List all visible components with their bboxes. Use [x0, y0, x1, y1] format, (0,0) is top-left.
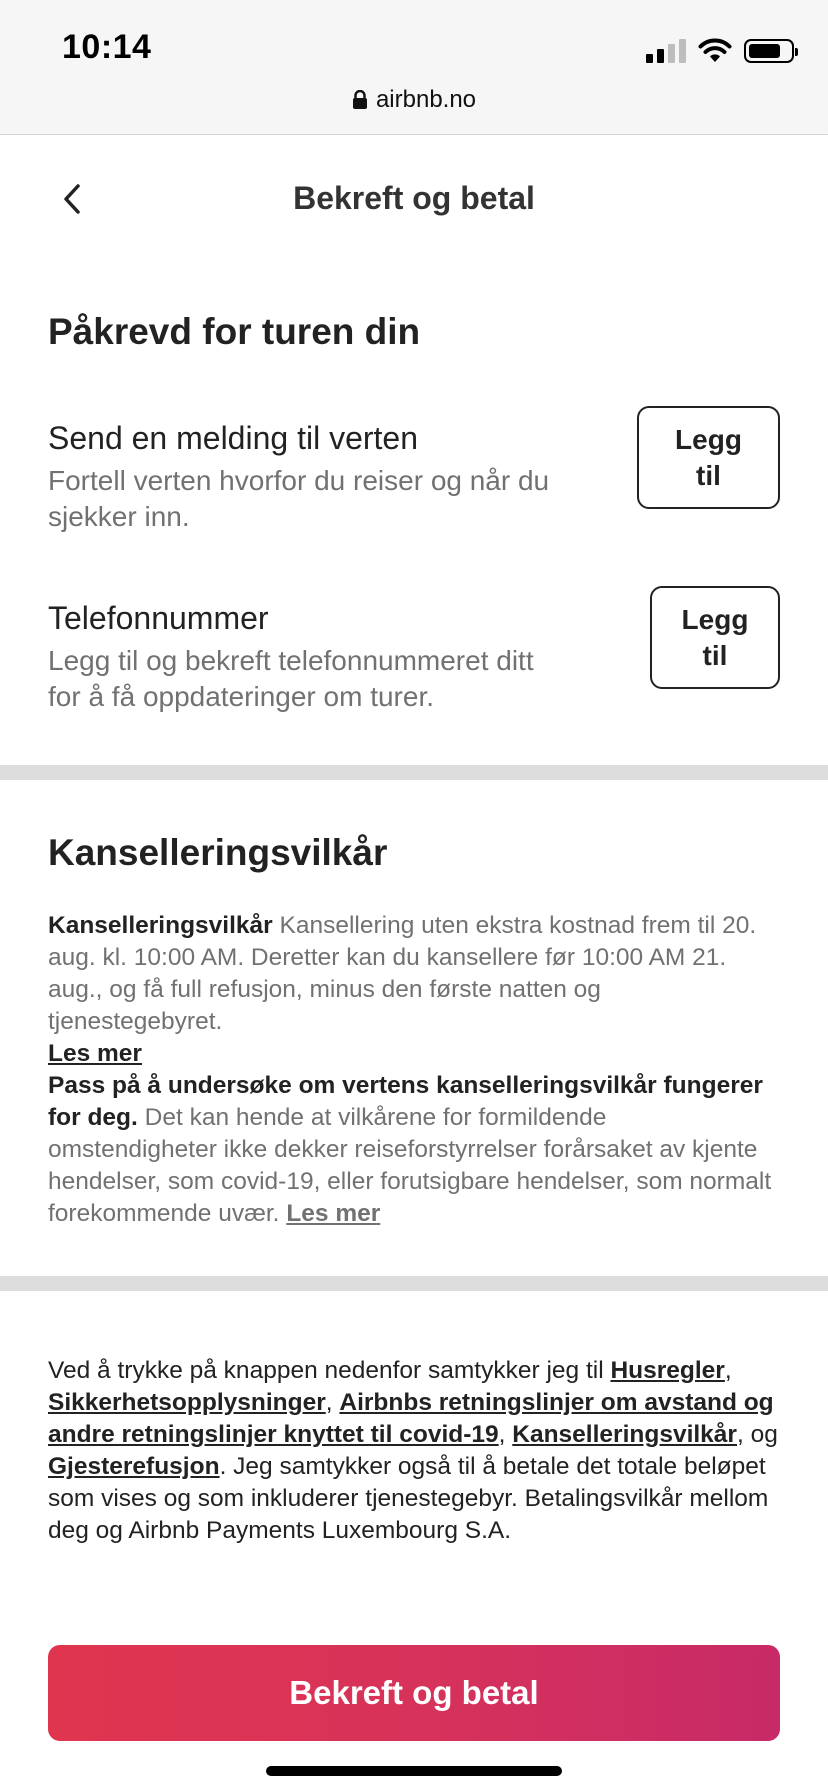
cancellation-section	[0, 780, 828, 1276]
message-host-description: Fortell verten hvorfor du reiser og når du sjekker inn.	[48, 465, 550, 532]
cellular-signal-icon	[646, 39, 686, 63]
required-section	[0, 263, 828, 765]
wifi-icon	[698, 38, 732, 64]
status-icons	[646, 36, 794, 66]
message-host-title: Send en melding til verten	[48, 420, 418, 456]
phone-number-description: Legg til og bekreft telefonnummeret ditt for å få oppdateringer om turer.	[48, 645, 534, 712]
covid-guidelines-link[interactable]: Airbnbs retningslinjer om avstand og andre retningslinjer knyttet til covid-19	[48, 1389, 774, 1448]
section-divider-2	[0, 1276, 828, 1291]
home-indicator	[266, 1766, 562, 1776]
read-more-link[interactable]: Les mer	[48, 1040, 142, 1067]
phone-number-title: Telefonnummer	[48, 600, 269, 636]
guest-refund-link[interactable]: Gjesterefusjon	[48, 1453, 220, 1480]
battery-icon	[744, 39, 794, 63]
section-divider	[0, 765, 828, 780]
cancellation-policy-link[interactable]: Kanselleringsvilkår	[512, 1421, 737, 1448]
house-rules-link[interactable]: Husregler	[610, 1357, 725, 1384]
terms-agreement-text: Ved å trykke på knappen nedenfor samtykker jeg til Husregler, Sikkerhetsopplysninger, Airbnbs retningslinjer om avstand og andre retningslinjer knyttet til covid-19, Kanselleringsvilkår, og Gjesterefusjon. Jeg samtykker også til å betale det totale beløpet som vises og som inkluderer tjenestegebyr. Betalingsvilkår mellom deg og Airbnb Payments Luxembourg S.A.	[48, 1357, 778, 1544]
cancellation-title: Kanselleringsvilkår	[48, 832, 388, 873]
cancellation-policy-text: Kanselleringsvilkår Kansellering uten ekstra kostnad frem til 20. aug. kl. 10:00 AM. Deretter kan du kansellere før 10:00 AM 21. aug., og få full refusjon, minus den første natten og tjenestegebyret. Les mer	[48, 912, 757, 1067]
browser-top-bar	[0, 0, 828, 135]
status-time: 10:14	[62, 28, 152, 66]
url-text: airbnb.no	[375, 86, 477, 113]
page-title: Bekreft og betal	[293, 180, 535, 216]
safety-info-link[interactable]: Sikkerhetsopplysninger	[48, 1389, 326, 1416]
add-message-button[interactable]: Legg til	[637, 406, 780, 509]
url-bar[interactable]	[0, 86, 828, 114]
read-more-link-2[interactable]: Les mer	[286, 1200, 381, 1227]
confirm-and-pay-button[interactable]: Bekreft og betal	[48, 1645, 780, 1741]
page-header	[0, 135, 828, 263]
add-phone-button[interactable]: Legg til	[650, 586, 780, 689]
cancellation-warning-text: Pass på å undersøke om vertens kanselleringsvilkår fungerer for deg. Det kan hende at vilkårene for formildende omstendigheter ikke dekker reiseforstyrrelser forårsaket av kjente hendelser, som covid-19, eller forutsigbare hendelser, som normalt forekommende uvær. Les mer	[48, 1072, 772, 1227]
required-section-title: Påkrevd for turen din	[48, 311, 421, 352]
lock-icon	[352, 90, 368, 110]
